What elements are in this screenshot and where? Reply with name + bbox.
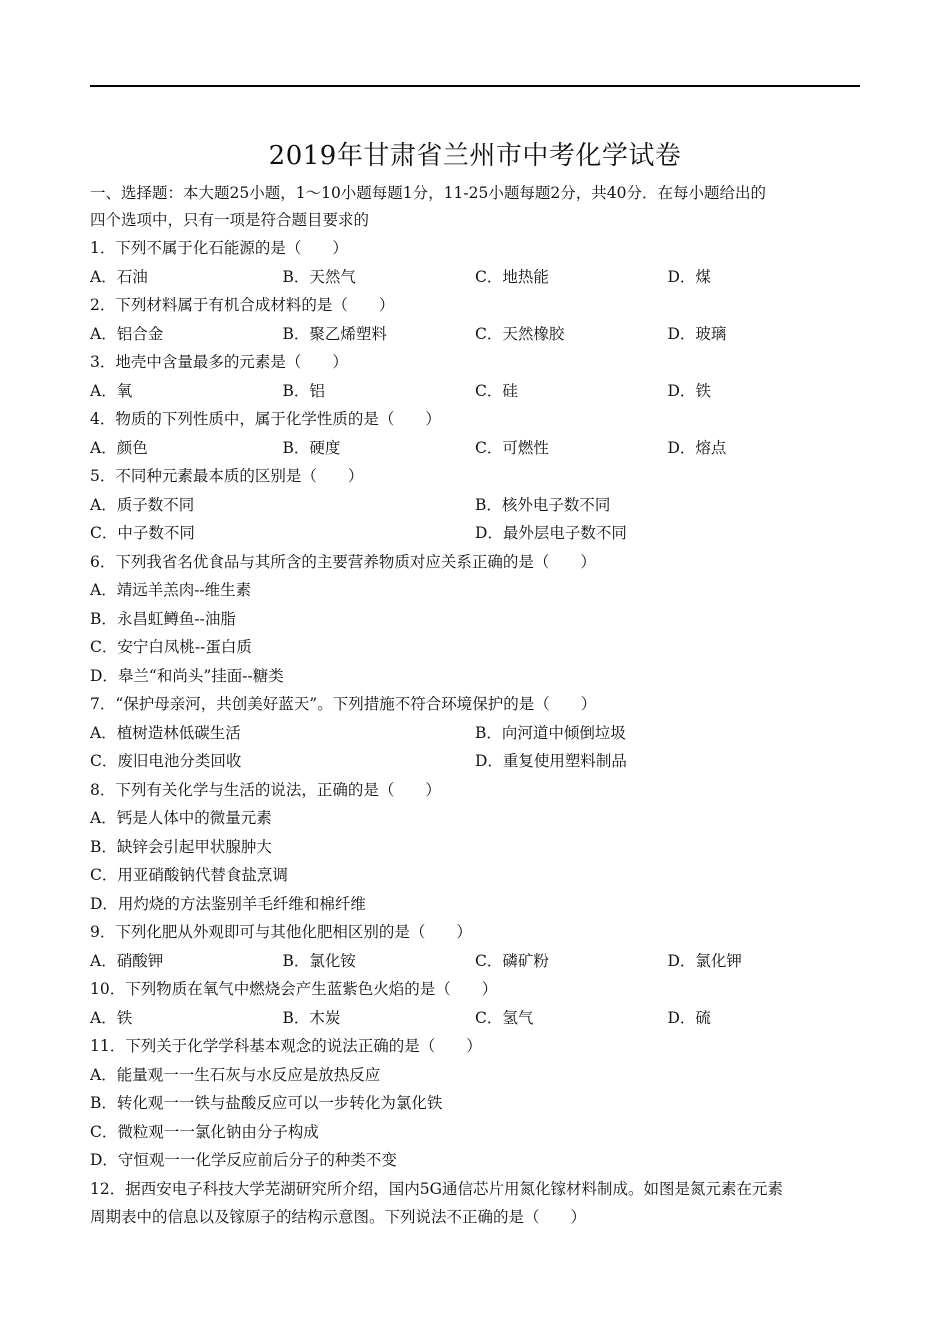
answer-option: B．向河道中倾倒垃圾 bbox=[475, 723, 626, 742]
answer-option: C．可燃性 bbox=[475, 438, 549, 457]
answer-option: A．能量观一一生石灰与水反应是放热反应 bbox=[90, 1065, 381, 1084]
header-rule bbox=[90, 85, 860, 87]
answer-option: A．植树造林低碳生活 bbox=[90, 723, 241, 742]
question-stem: 2．下列材料属于有机合成材料的是（ ） bbox=[90, 296, 395, 314]
question-stem: 11．下列关于化学学科基本观念的说法正确的是（ ） bbox=[90, 1037, 482, 1055]
question-stem: 12．据西安电子科技大学芜湖研究所介绍，国内5G通信芯片用氮化镓材料制成。如图是氮元素在元素 bbox=[90, 1179, 783, 1198]
answer-option: A．颜色 bbox=[90, 438, 148, 457]
answer-option: B．木炭 bbox=[282, 1008, 341, 1027]
question-stem: 周期表中的信息以及镓原子的结构示意图。下列说法不正确的是（ ） bbox=[90, 1208, 587, 1226]
options-row bbox=[90, 719, 860, 748]
question-stem: 8．下列有关化学与生活的说法，正确的是（ ） bbox=[90, 780, 441, 799]
answer-option: B．铝 bbox=[282, 381, 325, 400]
section-intro-line-2: 四个选项中，只有一项是符合题目要求的 bbox=[90, 211, 370, 229]
answer-option: D．铁 bbox=[667, 381, 711, 400]
answer-option: C．中子数不同 bbox=[90, 524, 195, 542]
answer-option: D．守恒观一一化学反应前后分子的种类不变 bbox=[90, 1151, 397, 1169]
answer-option: C．硅 bbox=[475, 381, 518, 400]
answer-option: D．皋兰“和尚头”挂面--糖类 bbox=[90, 666, 284, 685]
answer-option: B．天然气 bbox=[282, 267, 356, 286]
options-row bbox=[90, 263, 860, 292]
options-row bbox=[90, 519, 860, 548]
answer-option: A．硝酸钾 bbox=[90, 951, 164, 970]
answer-option: C．氢气 bbox=[475, 1008, 534, 1027]
options-row bbox=[90, 320, 860, 349]
answer-option: C．安宁白凤桃--蛋白质 bbox=[90, 638, 252, 656]
answer-option: A．靖远羊羔肉--维生素 bbox=[90, 581, 252, 599]
answer-option: D．用灼烧的方法鉴别羊毛纤维和棉纤维 bbox=[90, 894, 366, 913]
answer-option: C．地热能 bbox=[475, 267, 549, 286]
section-intro-line-1: 一、选择题：本大题25小题，1～10小题每题1分，11-25小题每题2分，共40分．在每小题给出的 bbox=[90, 184, 766, 202]
answer-option: D．熔点 bbox=[667, 438, 727, 457]
answer-option: A．质子数不同 bbox=[90, 495, 195, 514]
answer-option: B．氯化铵 bbox=[282, 951, 356, 970]
answer-option: A．铝合金 bbox=[90, 324, 164, 343]
answer-option: D．玻璃 bbox=[667, 324, 727, 343]
question-stem: 9．下列化肥从外观即可与其他化肥相区别的是（ ） bbox=[90, 923, 472, 941]
question-stem: 7．“保护母亲河，共创美好蓝天”。下列措施不符合环境保护的是（ ） bbox=[90, 695, 597, 713]
question-stem: 4．物质的下列性质中，属于化学性质的是（ ） bbox=[90, 410, 441, 428]
question-stem: 3．地壳中含量最多的元素是（ ） bbox=[90, 353, 348, 371]
answer-option: D．最外层电子数不同 bbox=[475, 524, 627, 542]
options-row bbox=[90, 491, 860, 520]
options-row bbox=[90, 377, 860, 406]
answer-option: A．氧 bbox=[90, 381, 133, 400]
page-title: 2019年甘肃省兰州市中考化学试卷 bbox=[268, 141, 682, 171]
answer-option: D．煤 bbox=[667, 267, 711, 286]
answer-option: B．硬度 bbox=[282, 438, 341, 457]
answer-option: B．永昌虹鳟鱼--油脂 bbox=[90, 609, 236, 628]
answer-option: C．磷矿粉 bbox=[475, 951, 549, 970]
answer-option: B．聚乙烯塑料 bbox=[282, 324, 387, 343]
answer-option: B．核外电子数不同 bbox=[475, 495, 611, 514]
answer-option: C．废旧电池分类回收 bbox=[90, 752, 242, 770]
answer-option: D．氯化钾 bbox=[667, 951, 742, 970]
options-row bbox=[90, 747, 860, 776]
answer-option: C．微粒观一一氯化钠由分子构成 bbox=[90, 1122, 319, 1141]
answer-option: A．石油 bbox=[90, 267, 148, 286]
answer-option: C．天然橡胶 bbox=[475, 324, 565, 343]
question-stem: 5．不同种元素最本质的区别是（ ） bbox=[90, 467, 364, 485]
question-stem: 10．下列物质在氧气中燃烧会产生蓝紫色火焰的是（ ） bbox=[90, 980, 498, 998]
answer-option: B．缺锌会引起甲状腺肿大 bbox=[90, 837, 272, 856]
options-row bbox=[90, 434, 860, 463]
question-list bbox=[90, 180, 860, 1232]
question-stem: 6．下列我省名优食品与其所含的主要营养物质对应关系正确的是（ ） bbox=[90, 552, 596, 571]
options-row bbox=[90, 1004, 860, 1033]
answer-option: C．用亚硝酸钠代替食盐烹调 bbox=[90, 866, 288, 884]
options-row bbox=[90, 947, 860, 976]
answer-option: D．重复使用塑料制品 bbox=[475, 752, 627, 770]
question-stem: 1．下列不属于化石能源的是（ ） bbox=[90, 239, 348, 257]
answer-option: A．铁 bbox=[90, 1008, 133, 1027]
answer-option: A．钙是人体中的微量元素 bbox=[90, 809, 272, 827]
answer-option: B．转化观一一铁与盐酸反应可以一步转化为氯化铁 bbox=[90, 1094, 443, 1112]
answer-option: D．硫 bbox=[667, 1008, 711, 1027]
